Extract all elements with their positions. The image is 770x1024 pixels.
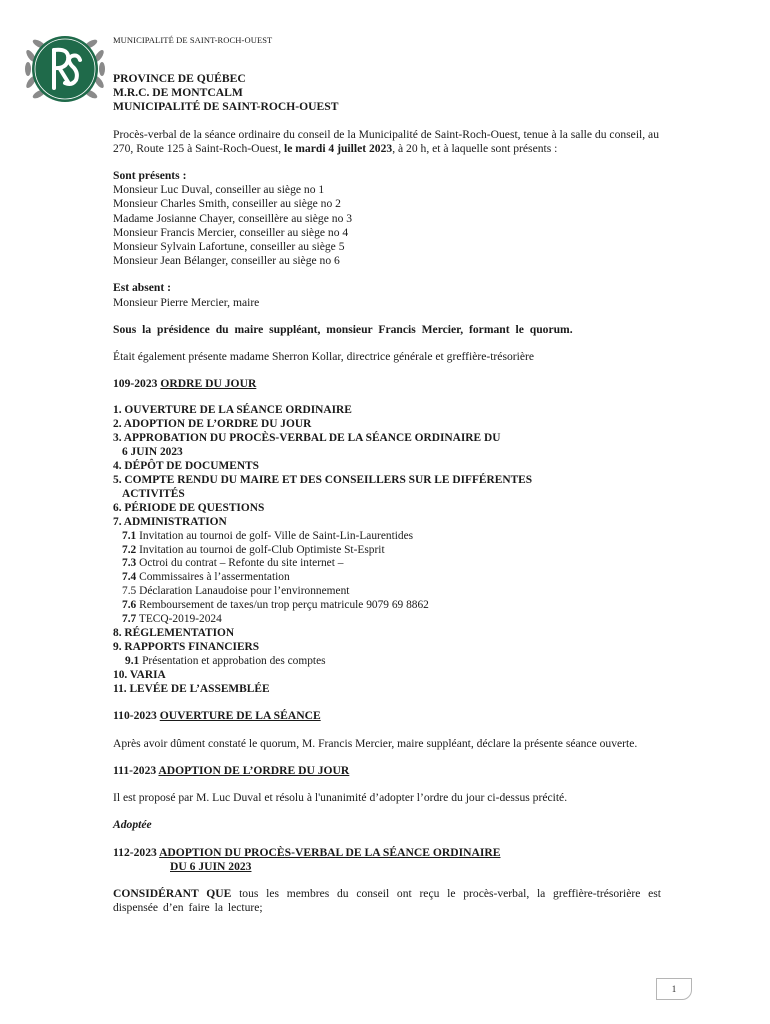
agenda-item: 3. APPROBATION DU PROCÈS-VERBAL DE LA SÉANCE ORDINAIRE DU <box>113 432 501 445</box>
adopted-label: Adoptée <box>113 818 152 832</box>
absent-member: Monsieur Pierre Mercier, maire <box>113 295 260 309</box>
presidence-statement: Sous la présidence du maire suppléant, monsieur Francis Mercier, formant le quorum. <box>113 322 573 336</box>
agenda-item: 10. VARIA <box>113 668 166 681</box>
title-mrc: M.R.C. DE MONTCALM <box>113 86 243 100</box>
agenda-list <box>113 404 661 696</box>
agenda-item: 11. LEVÉE DE L’ASSEMBLÉE <box>113 682 270 695</box>
agenda-subitem: 7.7 TECQ-2019-2024 <box>122 613 222 626</box>
member-list <box>113 183 661 268</box>
member-item: Monsieur Charles Smith, conseiller au siège no 2 <box>113 197 341 211</box>
meeting-date: le mardi 4 juillet 2023 <box>284 141 393 155</box>
section-112-heading-line2: DU 6 JUIN 2023 <box>170 859 252 873</box>
section-112-heading: 112-2023 ADOPTION DU PROCÈS-VERBAL DE LA SÉANCE ORDINAIRE <box>113 845 501 859</box>
agenda-subitem: 7.2 Invitation au tournoi de golf-Club Optimiste St-Esprit <box>122 543 385 556</box>
section-110-heading: 110-2023 OUVERTURE DE LA SÉANCE <box>113 709 321 723</box>
member-item: Monsieur Francis Mercier, conseiller au siège no 4 <box>113 225 349 239</box>
agenda-subitem: 7.4 Commissaires à l’assermentation <box>122 571 290 584</box>
absent-heading: Est absent : <box>113 281 171 295</box>
document-body <box>113 72 661 915</box>
header-municipality: MUNICIPALITÉ DE SAINT-ROCH-OUEST <box>113 35 273 45</box>
agenda-item: 6. PÉRIODE DE QUESTIONS <box>113 501 265 514</box>
title-province: PROVINCE DE QUÉBEC <box>113 72 246 85</box>
agenda-item: 9. RAPPORTS FINANCIERS <box>113 640 260 653</box>
agenda-subitem: 7.1 Invitation au tournoi de golf- Ville de Saint-Lin-Laurentides <box>122 529 414 542</box>
member-item: Monsieur Luc Duval, conseiller au siège no 1 <box>113 183 325 197</box>
agenda-item-continuation: 6 JUIN 2023 <box>122 446 183 459</box>
agenda-item: 2. ADOPTION DE L’ORDRE DU JOUR <box>113 418 312 431</box>
considerant-paragraph: CONSIDÉRANT QUE tous les membres du conseil ont reçu le procès-verbal, la greffière-trésorière est dispensée d’en faire la lecture; <box>113 886 661 915</box>
agenda-item: 4. DÉPÔT DE DOCUMENTS <box>113 460 259 473</box>
municipality-logo <box>22 26 108 112</box>
agenda-item: 5. COMPTE RENDU DU MAIRE ET DES CONSEILLERS SUR LE DIFFÉRENTES <box>113 473 533 486</box>
agenda-item: 8. RÉGLEMENTATION <box>113 626 235 639</box>
intro-paragraph: Procès-verbal de la séance ordinaire du conseil de la Municipalité de Saint-Roch-Ouest, tenue à la salle du conseil, au 270, Route 125 à Saint-Roch-Ouest, le mardi 4 juillet 2023, à 20 h, et à laquelle sont présents : <box>113 127 659 155</box>
title-municipality: MUNICIPALITÉ DE SAINT-ROCH-OUEST <box>113 100 339 114</box>
logo-circle <box>32 36 98 102</box>
agenda-subitem: 7.3 Octroi du contrat – Refonte du site internet – <box>122 557 344 570</box>
agenda-item-continuation: ACTIVITÉS <box>122 487 185 500</box>
page-number: 1 <box>656 978 692 1000</box>
agenda-item: 7. ADMINISTRATION <box>113 515 227 528</box>
member-item: Monsieur Jean Bélanger, conseiller au siège no 6 <box>113 254 340 268</box>
agenda-item: 1. OUVERTURE DE LA SÉANCE ORDINAIRE <box>113 404 352 417</box>
agenda-subitem: 9.1 Présentation et approbation des comptes <box>125 654 326 667</box>
member-item: Madame Josianne Chayer, conseillère au siège no 3 <box>113 211 353 225</box>
section-110-text: Après avoir dûment constaté le quorum, M. Francis Mercier, maire suppléant, déclare la présente séance ouverte. <box>113 736 638 750</box>
agenda-subitem: 7.6 Remboursement de taxes/un trop perçu matricule 9079 69 8862 <box>122 599 429 612</box>
also-present: Était également présente madame Sherron Kollar, directrice générale et greffière-trésorière <box>113 350 534 364</box>
present-heading: Sont présents : <box>113 169 187 183</box>
member-item: Monsieur Sylvain Lafortune, conseiller au siège 5 <box>113 240 345 254</box>
section-111-text: Il est proposé par M. Luc Duval et résolu à l'unanimité d’adopter l’ordre du jour ci-dessus précité. <box>113 791 568 805</box>
agenda-subitem: 7.5 Déclaration Lanaudoise pour l’environnement <box>122 585 350 598</box>
section-109-heading: 109-2023 ORDRE DU JOUR <box>113 377 257 391</box>
section-111-heading: 111-2023 ADOPTION DE L’ORDRE DU JOUR <box>113 763 350 777</box>
